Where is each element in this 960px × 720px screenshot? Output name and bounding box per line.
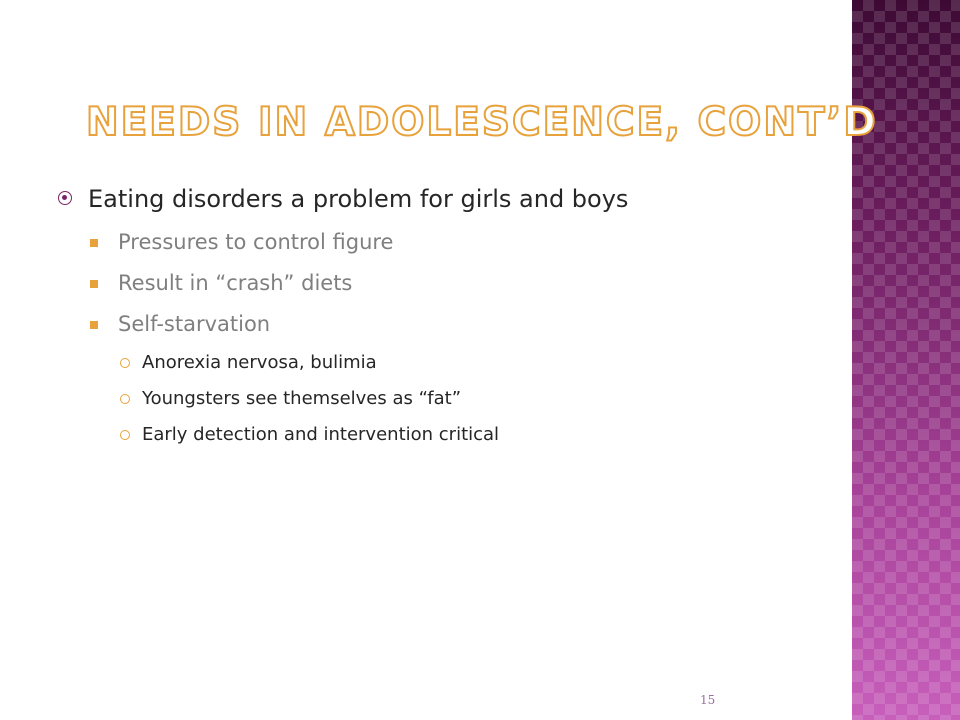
bullet-text: Anorexia nervosa, bulimia [142,352,377,373]
square-bullet-icon [90,321,98,329]
bullet-item-level2 [58,222,838,263]
bullet-item-level3 [58,381,838,417]
bullet-text: Eating disorders a problem for girls and boys [88,185,629,213]
bullet-text: Result in “crash” diets [118,271,353,295]
circle-bullet-icon [120,430,130,440]
bullet-text: Early detection and intervention critical [142,424,500,445]
bullet-text: Self-starvation [118,312,271,336]
bullet-item-level1 [58,178,838,222]
bullet-item-level2 [58,263,838,304]
page-number: 15 [700,693,716,707]
circle-bullet-icon [120,358,130,368]
bullet-item-level3 [58,417,838,453]
slide-title: NEEDS IN ADOLESCENCE, CONT’D [86,100,878,145]
bullet-list [58,178,838,453]
square-bullet-icon [90,280,98,288]
circle-bullet-icon [120,394,130,404]
bullet-text: Pressures to control figure [118,230,394,254]
bullet-item-level3 [58,345,838,381]
circle-dot-bullet-icon [58,191,72,205]
square-bullet-icon [90,239,98,247]
bullet-item-level2 [58,304,838,345]
bullet-text: Youngsters see themselves as “fat” [142,388,462,409]
